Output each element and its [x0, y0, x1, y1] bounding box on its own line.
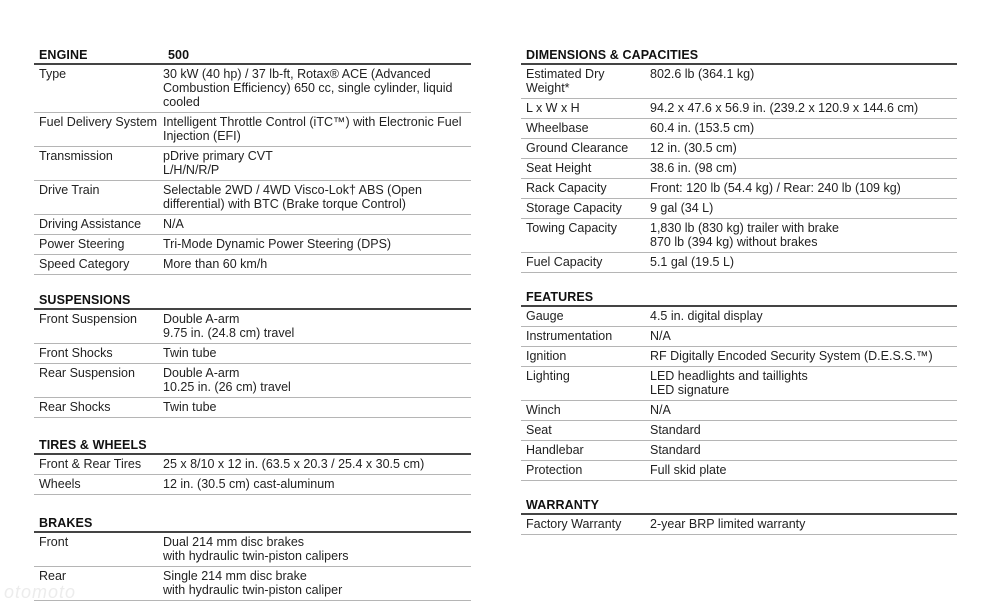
- spec-value: 1,830 lb (830 kg) trailer with brake 870 lb (394 kg) without brakes: [650, 221, 839, 249]
- section-title: WARRANTY: [526, 498, 600, 512]
- spec-label: Front Suspension: [39, 312, 137, 326]
- spec-label: Winch: [526, 403, 561, 417]
- section-title: ENGINE: [39, 48, 88, 62]
- spec-value: 30 kW (40 hp) / 37 lb-ft, Rotax® ACE (Advanced Combustion Efficiency) 650 cc, single cylinder, liquid cooled: [163, 67, 453, 109]
- spec-row: [521, 179, 957, 199]
- spec-value: RF Digitally Encoded Security System (D.E.S.S.™): [650, 349, 933, 363]
- spec-label: Rear Shocks: [39, 400, 111, 414]
- spec-label: Rear Suspension: [39, 366, 135, 380]
- section-heading: [34, 46, 471, 65]
- spec-label: Wheelbase: [526, 121, 589, 135]
- spec-row: [34, 113, 471, 147]
- spec-value: Intelligent Throttle Control (iTC™) with Electronic Fuel Injection (EFI): [163, 115, 462, 143]
- spec-label: Towing Capacity: [526, 221, 618, 235]
- spec-row: [521, 219, 957, 253]
- section-heading: [521, 496, 957, 515]
- spec-value: Full skid plate: [650, 463, 727, 477]
- spec-row: [34, 533, 471, 567]
- spec-label: Fuel Delivery System: [39, 115, 158, 129]
- section-engine: [34, 46, 471, 275]
- spec-value: Twin tube: [163, 400, 217, 414]
- spec-label: Lighting: [526, 369, 570, 383]
- spec-row: [34, 398, 471, 418]
- spec-label: Type: [39, 67, 67, 81]
- spec-label: Front Shocks: [39, 346, 113, 360]
- spec-label: Driving Assistance: [39, 217, 142, 231]
- spec-row: [521, 367, 957, 401]
- spec-row: [34, 344, 471, 364]
- spec-value: 2-year BRP limited warranty: [650, 517, 806, 531]
- spec-row: [521, 461, 957, 481]
- spec-value: pDrive primary CVT L/H/N/R/P: [163, 149, 273, 177]
- spec-value: Selectable 2WD / 4WD Visco-Lok† ABS (Open differential) with BTC (Brake torque Control): [163, 183, 422, 211]
- section-brakes: [34, 514, 471, 601]
- spec-value: Standard: [650, 423, 701, 437]
- spec-value: N/A: [650, 329, 671, 343]
- spec-label: Seat Height: [526, 161, 592, 175]
- spec-value: Standard: [650, 443, 701, 457]
- spec-row: [521, 253, 957, 273]
- spec-label: Instrumentation: [526, 329, 613, 343]
- spec-value: Dual 214 mm disc brakes with hydraulic twin-piston calipers: [163, 535, 349, 563]
- section-title: BRAKES: [39, 516, 93, 530]
- spec-label: Speed Category: [39, 257, 130, 271]
- spec-label: Seat: [526, 423, 552, 437]
- section-title: FEATURES: [526, 290, 594, 304]
- spec-row: [34, 255, 471, 275]
- spec-label: Rack Capacity: [526, 181, 607, 195]
- spec-value: 25 x 8/10 x 12 in. (63.5 x 20.3 / 25.4 x 30.5 cm): [163, 457, 425, 471]
- spec-value: 12 in. (30.5 cm) cast-aluminum: [163, 477, 335, 491]
- spec-label: Transmission: [39, 149, 113, 163]
- spec-row: [34, 215, 471, 235]
- spec-value: 802.6 lb (364.1 kg): [650, 67, 755, 81]
- section-tires-wheels: [34, 436, 471, 495]
- spec-row: [521, 65, 957, 99]
- spec-row: [521, 199, 957, 219]
- spec-row: [521, 515, 957, 535]
- spec-value: 12 in. (30.5 cm): [650, 141, 737, 155]
- spec-row: [521, 99, 957, 119]
- section-model-label: 500: [168, 48, 190, 62]
- spec-row: [34, 65, 471, 113]
- spec-value: Double A-arm 9.75 in. (24.8 cm) travel: [163, 312, 295, 340]
- spec-value: 94.2 x 47.6 x 56.9 in. (239.2 x 120.9 x 144.6 cm): [650, 101, 919, 115]
- spec-value: N/A: [163, 217, 184, 231]
- spec-label: Factory Warranty: [526, 517, 622, 531]
- spec-row: [34, 364, 471, 398]
- spec-row: [521, 441, 957, 461]
- spec-row: [34, 475, 471, 495]
- spec-label: Rear: [39, 569, 67, 583]
- spec-label: L x W x H: [526, 101, 580, 115]
- spec-label: Gauge: [526, 309, 564, 323]
- section-warranty: [521, 496, 957, 535]
- spec-row: [34, 310, 471, 344]
- spec-label: Handlebar: [526, 443, 584, 457]
- spec-value: LED headlights and taillights LED signature: [650, 369, 808, 397]
- section-title: TIRES & WHEELS: [39, 438, 147, 452]
- spec-value: 9 gal (34 L): [650, 201, 714, 215]
- spec-label: Drive Train: [39, 183, 100, 197]
- spec-row: [521, 421, 957, 441]
- section-heading: [34, 291, 471, 310]
- spec-row: [521, 119, 957, 139]
- spec-row: [34, 235, 471, 255]
- section-suspensions: [34, 291, 471, 418]
- spec-row: [521, 139, 957, 159]
- spec-label: Protection: [526, 463, 583, 477]
- spec-label: Front & Rear Tires: [39, 457, 142, 471]
- spec-row: [521, 159, 957, 179]
- spec-row: [521, 401, 957, 421]
- section-features: [521, 288, 957, 481]
- spec-value: Single 214 mm disc brake with hydraulic twin-piston caliper: [163, 569, 343, 597]
- watermark-logo: otomoto: [4, 582, 77, 602]
- section-heading: [34, 436, 471, 455]
- spec-value: Twin tube: [163, 346, 217, 360]
- spec-label: Fuel Capacity: [526, 255, 603, 269]
- section-title: SUSPENSIONS: [39, 293, 131, 307]
- section-dimensions-capacities: [521, 46, 957, 273]
- spec-label: Estimated Dry Weight*: [526, 67, 605, 95]
- spec-label: Power Steering: [39, 237, 125, 251]
- spec-value: More than 60 km/h: [163, 257, 268, 271]
- section-heading: [521, 288, 957, 307]
- spec-value: 4.5 in. digital display: [650, 309, 763, 323]
- spec-row: [34, 567, 471, 601]
- section-heading: [34, 514, 471, 533]
- spec-value: 60.4 in. (153.5 cm): [650, 121, 755, 135]
- spec-row: [34, 181, 471, 215]
- spec-value: Tri-Mode Dynamic Power Steering (DPS): [163, 237, 392, 251]
- spec-value: Double A-arm 10.25 in. (26 cm) travel: [163, 366, 291, 394]
- spec-label: Front: [39, 535, 69, 549]
- spec-row: [34, 147, 471, 181]
- spec-row: [34, 455, 471, 475]
- spec-row: [521, 327, 957, 347]
- section-title: DIMENSIONS & CAPACITIES: [526, 48, 699, 62]
- spec-value: Front: 120 lb (54.4 kg) / Rear: 240 lb (109 kg): [650, 181, 901, 195]
- spec-row: [521, 347, 957, 367]
- spec-label: Ground Clearance: [526, 141, 629, 155]
- spec-value: N/A: [650, 403, 671, 417]
- spec-value: 38.6 in. (98 cm): [650, 161, 737, 175]
- spec-value: 5.1 gal (19.5 L): [650, 255, 735, 269]
- spec-label: Ignition: [526, 349, 567, 363]
- spec-label: Wheels: [39, 477, 81, 491]
- section-heading: [521, 46, 957, 65]
- spec-row: [521, 307, 957, 327]
- spec-label: Storage Capacity: [526, 201, 622, 215]
